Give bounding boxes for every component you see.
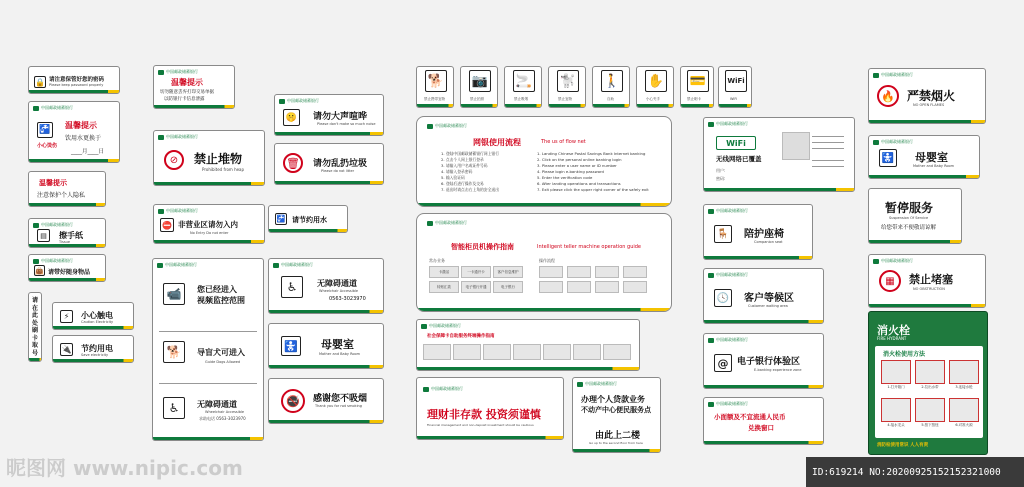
accessible-text: 无障碍通道 — [197, 400, 237, 409]
save-power-text: 节约用电 — [81, 344, 113, 353]
ebank-sub: E-banking experience zone — [754, 368, 802, 372]
no-block-sub: NO OBSTRUCTION — [913, 287, 945, 291]
process-step — [623, 281, 647, 293]
camera-icon: 📷 — [469, 70, 491, 92]
water-line2: ____月____日 — [71, 149, 105, 155]
hand-icon: ✋ — [645, 70, 667, 92]
icon-tile-6 — [636, 66, 674, 108]
staff-only-sign — [153, 204, 265, 244]
clock-icon: 🕓 — [714, 289, 732, 307]
hydrant-foot: 消防栓使用常识 人人有责 — [877, 443, 929, 448]
privacy-sign — [28, 171, 106, 207]
no-smoke-sign — [268, 378, 384, 424]
bank-logo: 中国邮政储蓄银行 — [708, 337, 748, 343]
tap-icon: 🚰 — [37, 122, 53, 138]
hydrant-panel — [875, 346, 983, 438]
waiting-text: 客户等候区 — [744, 293, 794, 304]
accessible-tel: 求助电话 0563-3023970 — [199, 416, 246, 421]
towel-sign — [28, 218, 106, 248]
icon-tile-label: 禁止吸烟 — [514, 97, 528, 101]
nursery-sign-2 — [868, 135, 980, 179]
netbank-flow-sign — [416, 116, 672, 207]
bank-logo: 中国邮政储蓄银行 — [708, 121, 748, 127]
ssc-title: 社会保障卡自助服务终端操作指南 — [427, 334, 495, 339]
loan-text1: 办理个人贷款业务 — [581, 395, 645, 404]
bank-logo: 中国邮政储蓄银行 — [33, 258, 73, 264]
finance-text: 理财非存款 投资须谨慎 — [427, 408, 541, 421]
ssc-step — [513, 344, 541, 360]
bank-logo: 中国邮政储蓄银行 — [33, 222, 73, 228]
water-line1: 饮用水更换于 — [65, 135, 102, 142]
shock-sign — [52, 302, 134, 330]
icon-tile-label: 禁止携带宠物 — [424, 97, 445, 101]
process-step — [623, 266, 647, 278]
finance-warning-sign — [416, 377, 564, 440]
bank-logo: 中国邮政储蓄银行 — [158, 69, 198, 75]
teller-title-en: Intelligent teller machine operation guide — [537, 244, 642, 250]
no-fire-text: 严禁烟火 — [907, 89, 956, 103]
flow-step-en: 7. Exit please click the upper right corner of the safely exit — [537, 187, 649, 192]
password-text: 请注意保管好您的密码 — [49, 77, 105, 83]
hydrant-step-label: 4.接水龙头 — [887, 423, 905, 427]
text-line — [812, 160, 844, 161]
wifi-user: 用户: — [716, 168, 726, 173]
finance-sub: Financial management and non-deposit investment should be cautious — [427, 423, 534, 427]
ssc-step — [423, 344, 451, 360]
hydrant-step-label: 3.连接水枪 — [955, 385, 973, 389]
litter-text: 请勿乱扔垃圾 — [313, 159, 368, 169]
no-litter-icon: 🗑 — [283, 153, 303, 173]
process-step — [539, 266, 563, 278]
hydrant-step-label: 2.拉出水带 — [921, 385, 939, 389]
teller-guide-sign — [416, 213, 672, 312]
save-power-sub: Save electricity — [81, 353, 109, 357]
accessible2-tel: 0563-3023970 — [329, 296, 366, 302]
towel-icon: ▤ — [37, 229, 50, 242]
staff-only-sub: No Entry Do not enter — [190, 231, 229, 235]
companion-sub: Companion seat — [754, 240, 783, 244]
quiet-sub: Please don't make so much noise — [317, 122, 376, 126]
staff-only-text: 非营业区请勿入内 — [178, 220, 238, 229]
belongings-text: 请带好随身物品 — [48, 269, 91, 276]
accessible2-text: 无障碍通道 — [317, 279, 357, 288]
baby-change-icon: 🚼 — [281, 336, 301, 356]
flow-step-en: 3. Please enter a user name or ID number — [537, 163, 617, 168]
wifi-title: 无线网络已覆盖 — [716, 155, 762, 163]
upstairs-sub: Go up to the second floor from here — [589, 441, 643, 445]
bank-logo: 中国邮政储蓄银行 — [708, 208, 748, 214]
process-step — [595, 266, 619, 278]
teller-cell: 转账汇款 — [429, 281, 459, 293]
bank-logo: 中国邮政储蓄银行 — [158, 134, 198, 140]
icon-tile-label: 禁止拍照 — [470, 97, 484, 101]
camera-icon: 📹 — [163, 283, 185, 305]
flow-step: 5. 输入验证码 — [441, 175, 465, 180]
suspend-note: 给您带来不便敬请谅解 — [881, 225, 937, 231]
teller-cell: 电子银行 — [493, 281, 523, 293]
litter-sign — [274, 143, 384, 185]
wheelchair-icon: ♿ — [163, 397, 185, 419]
plug-icon: 🔌 — [61, 345, 72, 354]
ssc-step — [603, 344, 631, 360]
flow-step: 1. 登陆中国邮政储蓄银行网上银行 — [441, 151, 499, 156]
loan-text2: 不动产中心便民服务点 — [581, 406, 651, 414]
hydrant-step-label: 6.对准火源 — [955, 423, 973, 427]
bank-logo: 中国邮政储蓄银行 — [423, 386, 463, 392]
accessible-sign-2 — [268, 258, 384, 314]
save-power-sign — [52, 335, 134, 363]
bank-logo: 中国邮政储蓄银行 — [157, 262, 197, 268]
belongings-sign — [28, 254, 106, 282]
hydrant-step-image — [915, 360, 945, 384]
small-change-sign — [703, 397, 824, 445]
card-icon: 💳 — [687, 70, 709, 92]
seat-icon: 🪑 — [714, 225, 732, 243]
fire-hydrant-sign — [868, 311, 988, 455]
small-change-text2: 兑换窗口 — [748, 424, 774, 432]
quiet-icon: 🤫 — [283, 109, 300, 126]
wheelchair-icon: ♿ — [281, 276, 303, 298]
hydrant-method: 消火栓使用方法 — [883, 351, 926, 358]
wifi-icon: WiFi — [716, 136, 756, 150]
quiet-text: 请勿大声喧哗 — [313, 112, 368, 122]
person-icon: 🚶 — [601, 70, 623, 92]
icon-tile-label: 小心夹手 — [646, 97, 660, 101]
icon-tile-4 — [548, 66, 586, 108]
bank-logo: 中国邮政储蓄银行 — [873, 72, 913, 78]
flow-step: 4. 请输入登录密码 — [441, 169, 473, 174]
bank-logo: 中国邮政储蓄银行 — [273, 262, 313, 268]
bank-logo: 中国邮政储蓄银行 — [708, 401, 748, 407]
process-step — [539, 281, 563, 293]
ssc-step — [453, 344, 481, 360]
flow-step: 3. 请输入用户名或证件号码 — [441, 163, 488, 168]
wifi-pwd: 密码: — [716, 176, 726, 181]
hydrant-step — [915, 398, 945, 432]
water-save-sign — [268, 205, 348, 233]
bank-logo: 中国邮政储蓄银行 — [873, 139, 913, 145]
cctv-text1: 您已经进入 — [197, 285, 237, 294]
no-smoke-sub: Thank you for not smoking — [315, 404, 362, 408]
flow-step-en: 6. After landing operations and transactions — [537, 181, 621, 186]
icon-tile-1 — [416, 66, 454, 108]
bank-logo: 中国邮政储蓄银行 — [708, 272, 748, 278]
text-line — [812, 142, 844, 143]
electric-icon: ⚡ — [60, 310, 73, 323]
teller-cell: 客户信息维护 — [493, 266, 523, 278]
no-pile-sign — [153, 130, 265, 186]
accessible2-sub: Wheelchair Accessible — [319, 289, 359, 293]
no-fire-icon: 🔥 — [877, 85, 899, 107]
suspend-sub: Suspension Of Service — [889, 216, 929, 220]
flow-title-en: The us of flow net — [541, 139, 586, 145]
icon-tile-label: WiFi — [730, 97, 738, 101]
companion-seat-sign — [703, 204, 813, 260]
nursery2-text: 母婴室 — [915, 151, 948, 164]
icon-tile-3 — [504, 66, 542, 108]
icon-strip — [416, 66, 752, 110]
no-block-icon: ▦ — [879, 270, 901, 292]
no-smoking-icon: 🚬 — [513, 70, 535, 92]
password-sub: Please keep password properly — [49, 83, 104, 87]
nursery-sign — [268, 323, 384, 369]
bank-logo: 中国邮政储蓄银行 — [421, 323, 461, 329]
no-block-text: 禁止堵塞 — [909, 273, 953, 286]
guide-dog-text: 导盲犬可进入 — [197, 348, 245, 357]
small-change-text1: 小面额及不宜流通人民币 — [714, 413, 786, 421]
no-block-sign — [868, 254, 986, 308]
flow-step: 6. 登陆后进行操作及交易 — [441, 181, 484, 186]
bank-logo: 中国邮政储蓄银行 — [427, 220, 467, 226]
no-fire-sign — [868, 68, 986, 124]
teller-cell: 一卡通开卡 — [461, 266, 491, 278]
bank-logo: 中国邮政储蓄银行 — [427, 123, 467, 129]
no-fire-sub: NO OPEN FLAMES — [913, 103, 945, 107]
ssc-step — [543, 344, 571, 360]
flow-step: 7. 退出时请点击右上角的安全退出 — [441, 187, 499, 192]
teller-cell: 电子银行开通 — [461, 281, 491, 293]
hydrant-step — [881, 360, 911, 394]
nursery2-sub: Mother and Baby Room — [913, 164, 955, 168]
receipt-tip-title: 温馨提示 — [171, 78, 203, 87]
receipt-tip-text1: 切勿随意丢弃打印交易单据 — [160, 90, 214, 95]
privacy-text: 注意保护个人隐私 — [37, 192, 86, 199]
flow-steps-en — [537, 151, 649, 193]
privacy-title: 温馨提示 — [39, 179, 67, 187]
waiting-sub: Customer waiting area — [748, 304, 788, 308]
bank-logo: 中国邮政储蓄银行 — [577, 381, 617, 387]
ssc-step — [483, 344, 511, 360]
watermark: 昵图网 www.nipic.com — [6, 456, 243, 480]
hydrant-step-label: 5.按下按钮 — [921, 423, 939, 427]
hydrant-step-image — [915, 398, 945, 422]
hydrant-step-image — [881, 398, 911, 422]
ssc-step — [573, 344, 601, 360]
ebank-text: 电子银行体验区 — [737, 357, 801, 367]
icon-tile-label: 禁止宠物 — [558, 97, 572, 101]
no-entry-icon: ⛔ — [160, 218, 174, 232]
waiting-area-sign — [703, 268, 824, 324]
suspend-text: 暂停服务 — [885, 201, 934, 215]
bank-logo: 中国邮政储蓄银行 — [33, 105, 73, 111]
nursery-text: 母婴室 — [321, 338, 354, 351]
shock-text: 小心触电 — [81, 311, 113, 320]
hydrant-step — [949, 398, 979, 432]
suspend-sign — [868, 188, 962, 244]
guide-dog-sub: Guide Dogs Allowed — [205, 360, 241, 364]
icon-tile-label: 自助 — [607, 97, 614, 101]
no-pile-sub: Prohibited from heap — [202, 167, 245, 172]
cctv-guide-accessible-board — [152, 258, 264, 441]
baby-change-icon: 🚼 — [879, 149, 897, 167]
no-pile-icon: ⊘ — [164, 150, 184, 170]
hydrant-step-image — [949, 360, 979, 384]
icon-tile-label: 禁止刷卡 — [687, 97, 701, 101]
water-tip-title: 温馨提示 — [65, 121, 97, 130]
hydrant-step-image — [881, 360, 911, 384]
footer-id: ID:619214 NO:20200925152152321000 — [806, 457, 1024, 487]
litter-sub: Please do not litter — [321, 169, 355, 173]
companion-text: 陪护座椅 — [744, 229, 784, 240]
flow-step-en: 2. Click on the personal online banking login — [537, 157, 622, 162]
bag-icon: 👜 — [35, 266, 44, 275]
cctv-text2: 视频监控范围 — [197, 296, 245, 305]
teller-title: 智能柜员机操作指南 — [451, 243, 514, 251]
hydrant-step — [881, 398, 911, 432]
ebank-zone-sign — [703, 333, 824, 389]
flow-step-en: 4. Please login e-banking password — [537, 169, 604, 174]
icon-tile-7 — [680, 66, 714, 108]
at-icon: @ — [714, 354, 732, 372]
teller-process: 操作流程 — [539, 258, 555, 263]
process-step — [595, 281, 619, 293]
quiet-sign — [274, 94, 384, 136]
hydrant-step — [915, 360, 945, 394]
hydrant-step-label: 1.打开箱门 — [887, 385, 905, 389]
lock-icon: 🔒 — [35, 77, 45, 87]
water-save-text: 请节约用水 — [292, 216, 327, 224]
hydrant-step-image — [949, 398, 979, 422]
towel-sub: Tissue — [59, 240, 71, 244]
guide-dog-icon: 🐕 — [163, 341, 185, 363]
divider — [159, 383, 257, 384]
text-line — [812, 166, 844, 167]
wifi-icon: WiFi — [725, 70, 747, 92]
faucet-icon: 🚰 — [276, 215, 286, 223]
hydrant-en: FIRE HYDRANT — [877, 336, 907, 341]
teller-cell: 卡激活 — [429, 266, 459, 278]
hydrant-step — [949, 360, 979, 394]
no-pet-icon: 🐕 — [425, 70, 447, 92]
ssc-guide-sign — [416, 319, 640, 371]
icon-tile-5 — [592, 66, 630, 108]
wifi-qr — [782, 132, 810, 160]
hot-warning: 小心烫伤 — [37, 143, 58, 149]
receipt-tip-sign — [153, 65, 235, 109]
flow-step-en: 1. Landing Chinese Postal Savings Bank Internet banking — [537, 151, 646, 156]
teller-business: 常办业务 — [429, 258, 445, 263]
flow-title: 网银使用流程 — [473, 138, 521, 147]
divider — [159, 331, 257, 332]
flow-step-en: 5. Enter the verification code — [537, 175, 593, 180]
text-line — [812, 136, 844, 137]
no-smoking-icon: 🚭 — [281, 389, 305, 413]
hydrant-title: 消火栓 — [877, 324, 910, 337]
shock-sub: Caution Electricity — [81, 320, 114, 324]
no-smoke-text: 感谢您不吸烟 — [313, 394, 368, 404]
upstairs-text: 由此上二楼 — [595, 431, 641, 441]
flow-step: 2. 点击个人网上银行登录 — [441, 157, 484, 162]
loan-upstairs-sign — [572, 377, 661, 453]
card-vertical-text: 请在此处刷卡取号 — [32, 297, 39, 357]
process-step — [567, 266, 591, 278]
towel-text: 擦手纸 — [59, 231, 83, 240]
receipt-tip-text2: 以防银行卡信息泄露 — [164, 97, 205, 102]
bank-logo: 中国邮政储蓄银行 — [158, 208, 198, 214]
wifi-sign — [703, 117, 855, 192]
dog-icon: 🐩 — [557, 70, 579, 92]
bank-logo: 中国邮政储蓄银行 — [873, 258, 913, 264]
flow-steps-cn — [441, 151, 499, 193]
bank-logo: 中国邮政储蓄银行 — [279, 98, 319, 104]
password-sign — [28, 66, 120, 94]
process-step — [567, 281, 591, 293]
card-vertical-sign — [28, 292, 42, 362]
no-pile-text: 禁止堆物 — [194, 152, 243, 166]
icon-tile-8 — [718, 66, 752, 108]
water-change-sign — [28, 101, 120, 163]
text-line — [812, 148, 844, 149]
icon-tile-2 — [460, 66, 498, 108]
nursery-sub: Mother and Baby Room — [319, 352, 361, 356]
accessible-sub: Wheelchair Accessible — [205, 410, 245, 414]
